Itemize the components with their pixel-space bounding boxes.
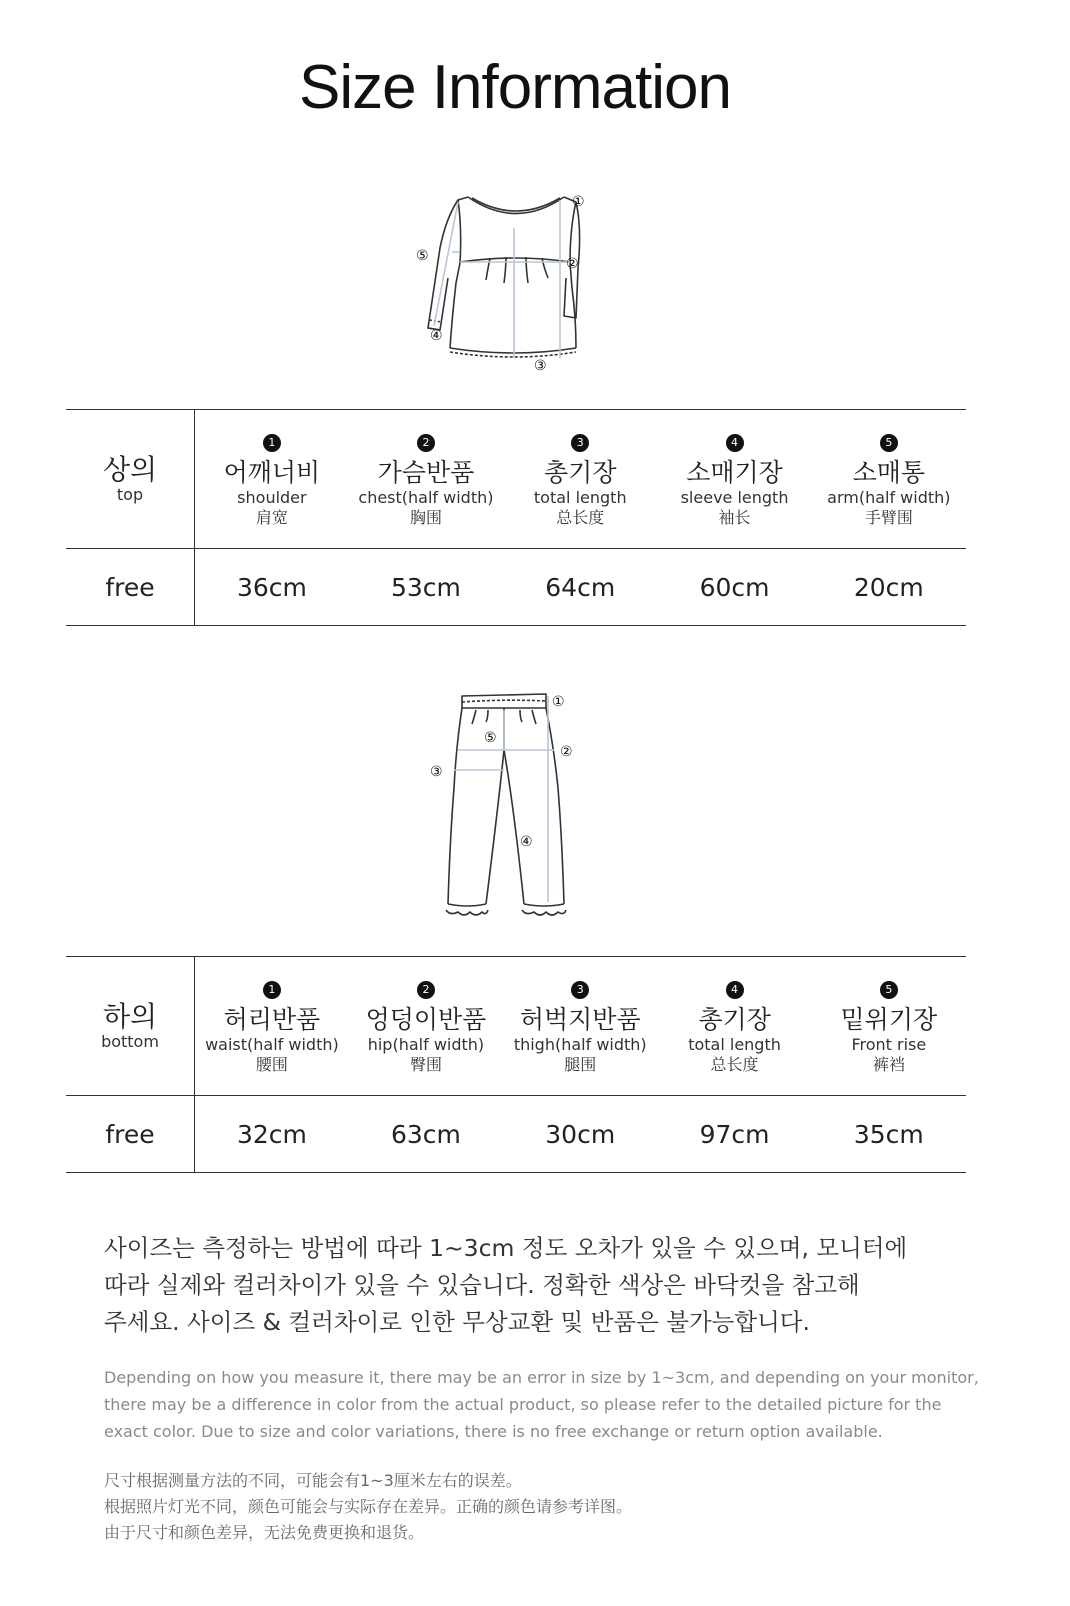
measure-en: sleeve length — [680, 487, 789, 507]
top-size-table — [66, 409, 966, 626]
notice-line: 由于尺寸和颜色差异，无法免费更换和退货。 — [104, 1523, 425, 1542]
number-badge: 2 — [417, 981, 435, 999]
number-badge: 1 — [263, 981, 281, 999]
notice-english: Depending on how you measure it, there may be an error in size by 1~3cm, and depending on your monitor, there may be a difference in color from the actual product, so please refer to the detailed picture for the exact color. Due to size and color variations, there is no free exchange or return option available. — [104, 1368, 979, 1441]
notice-line: 根据照片灯光不同，颜色可能会与实际存在差异。正确的颜色请参考详图。 — [104, 1497, 633, 1516]
number-badge: 4 — [726, 434, 744, 452]
bottom-measure-thigh — [503, 957, 657, 1096]
bottom-measure-hip — [349, 957, 503, 1096]
number-badge: 1 — [263, 434, 281, 452]
number-badge: 5 — [880, 434, 898, 452]
marker-4: ④ — [430, 328, 443, 344]
measure-en: total length — [533, 487, 627, 507]
marker-4: ④ — [520, 834, 533, 850]
bottom-size-table — [66, 956, 966, 1173]
measure-ko: 소매통 — [852, 457, 926, 487]
measure-ko: 엉덩이반품 — [365, 1004, 487, 1034]
value-cell: 30cm — [503, 1096, 657, 1173]
number-badge: 3 — [571, 434, 589, 452]
value-cell: 97cm — [657, 1096, 811, 1173]
bottom-value-row — [66, 1096, 966, 1173]
measure-ko: 어깨너비 — [223, 457, 321, 487]
measure-zh: 手臂围 — [864, 507, 913, 527]
value-cell: 53cm — [349, 549, 503, 626]
notice-line: 사이즈는 측정하는 방법에 따라 1~3cm 정도 오차가 있을 수 있으며, 모니터에 — [104, 1234, 908, 1262]
measure-ko: 허벅지반품 — [519, 1004, 641, 1034]
measure-zh: 总长度 — [710, 1054, 759, 1074]
measure-en: thigh(half width) — [513, 1034, 647, 1054]
measure-ko: 소매기장 — [686, 457, 783, 487]
category-en: bottom — [101, 1032, 159, 1051]
notice-line: 따라 실제와 컬러차이가 있을 수 있습니다. 정확한 색상은 바닥컷을 참고해 — [104, 1271, 860, 1299]
bottom-measure-total-length — [657, 957, 811, 1096]
size-label: free — [66, 549, 195, 626]
marker-2: ② — [566, 256, 579, 272]
value-cell: 64cm — [503, 549, 657, 626]
measure-en: total length — [688, 1034, 781, 1054]
marker-5: ⑤ — [484, 730, 497, 746]
value-cell: 20cm — [812, 549, 966, 626]
pants-illustration — [428, 688, 588, 920]
bottom-category-cell — [66, 957, 195, 1096]
number-badge: 2 — [417, 434, 435, 452]
category-ko: 하의 — [102, 1000, 158, 1033]
measure-zh: 腰围 — [255, 1054, 288, 1074]
measure-zh: 肩宽 — [255, 507, 288, 527]
bottom-measure-front-rise — [812, 957, 966, 1096]
value-cell: 32cm — [195, 1096, 349, 1173]
top-header-row — [66, 410, 966, 549]
top-category-cell — [66, 410, 195, 549]
category-en: top — [116, 485, 144, 504]
marker-1: ① — [572, 194, 585, 210]
notice-chinese — [104, 1468, 984, 1546]
measure-ko: 허리반품 — [223, 1004, 321, 1034]
measure-zh: 袖长 — [718, 507, 751, 527]
measure-ko: 총기장 — [544, 457, 617, 487]
measure-ko: 총기장 — [698, 1004, 771, 1034]
marker-2: ② — [560, 744, 573, 760]
page-title: Size Information — [299, 53, 731, 122]
measure-zh: 裤裆 — [872, 1054, 905, 1074]
number-badge: 3 — [571, 981, 589, 999]
measure-en: hip(half width) — [367, 1034, 485, 1054]
top-measure-chest — [349, 410, 503, 549]
notice-line: 尺寸根据测量方法的不同，可能会有1~3厘米左右的误差。 — [104, 1471, 522, 1490]
notice-line: 주세요. 사이즈 & 컬러차이로 인한 무상교환 및 반품은 불가능합니다. — [104, 1308, 810, 1336]
size-label: free — [66, 1096, 195, 1173]
measure-en: chest(half width) — [358, 487, 494, 507]
measure-en: arm(half width) — [827, 487, 951, 507]
value-cell: 36cm — [195, 549, 349, 626]
measure-ko: 밑위기장 — [840, 1004, 938, 1034]
measure-zh: 臀围 — [409, 1054, 442, 1074]
value-cell: 60cm — [657, 549, 811, 626]
measure-zh: 总长度 — [556, 507, 605, 527]
measure-en: shoulder — [237, 487, 307, 507]
top-measure-arm — [812, 410, 966, 549]
bottom-measure-waist — [195, 957, 349, 1096]
notice-korean — [104, 1230, 964, 1341]
measure-zh: 腿围 — [564, 1054, 597, 1074]
measure-en: Front rise — [851, 1034, 927, 1054]
category-ko: 상의 — [102, 453, 158, 486]
marker-3: ③ — [430, 764, 443, 780]
top-measure-sleeve-length — [657, 410, 811, 549]
top-measure-total-length — [503, 410, 657, 549]
number-badge: 5 — [880, 981, 898, 999]
value-cell: 35cm — [812, 1096, 966, 1173]
top-garment-illustration — [410, 188, 590, 378]
bottom-header-row — [66, 957, 966, 1096]
top-measure-shoulder — [195, 410, 349, 549]
measure-ko: 가슴반품 — [377, 457, 475, 487]
measure-en: waist(half width) — [205, 1034, 339, 1054]
value-cell: 63cm — [349, 1096, 503, 1173]
number-badge: 4 — [726, 981, 744, 999]
marker-1: ① — [552, 694, 565, 710]
marker-5: ⑤ — [416, 248, 429, 264]
marker-3: ③ — [534, 358, 547, 374]
measure-zh: 胸围 — [409, 507, 442, 527]
top-value-row — [66, 549, 966, 626]
